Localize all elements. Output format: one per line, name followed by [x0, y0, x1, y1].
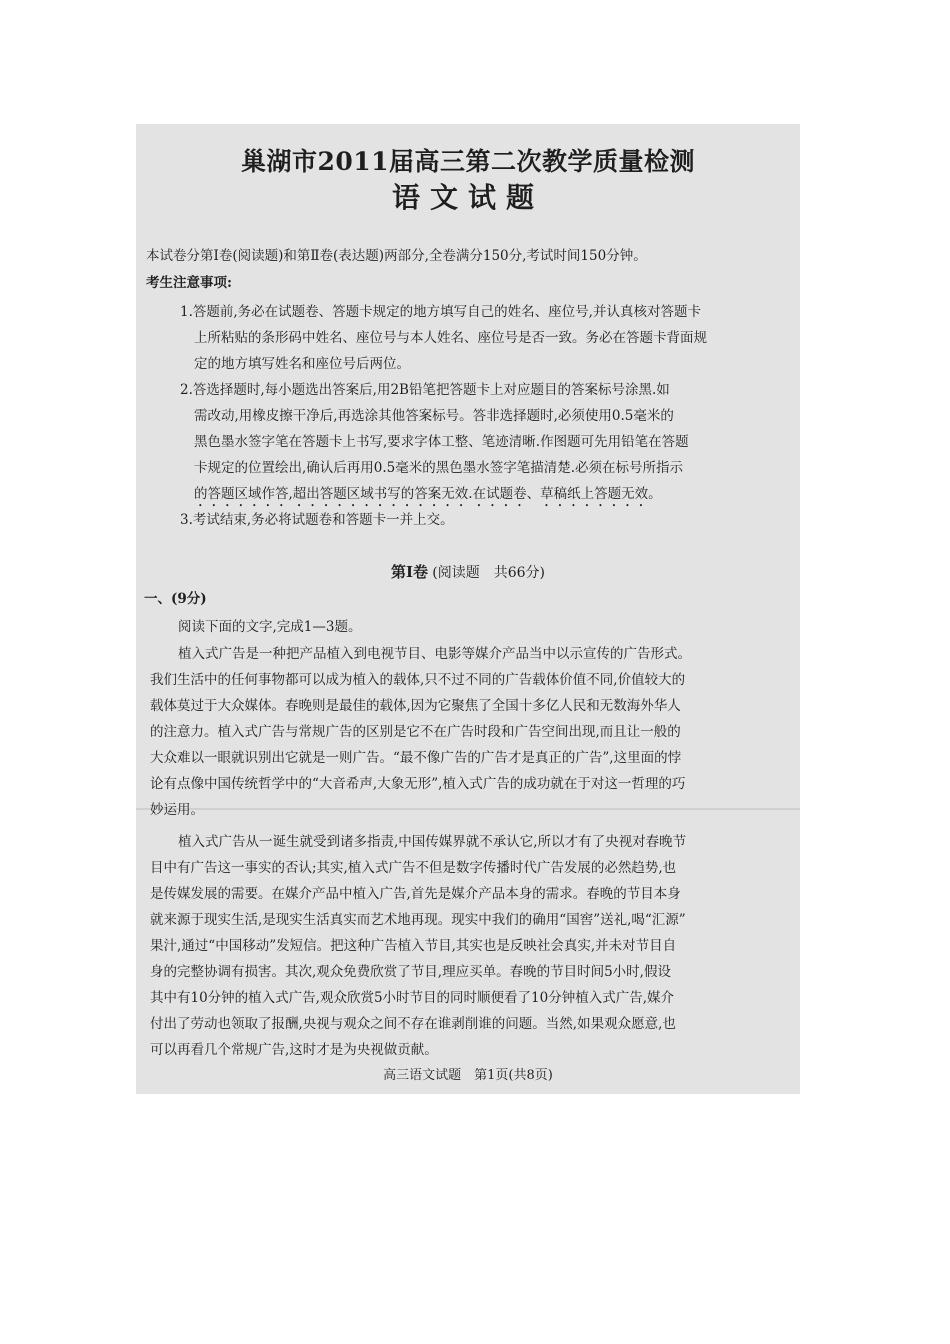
- notice-item-2-line-1: 2.答选择题时,每小题选出答案后,用2B铅笔把答题卡上对应题目的答案标号涂黑.如: [180, 382, 670, 398]
- notice-item-1-line-3: 定的地方填写姓名和座位号后两位。: [194, 356, 410, 372]
- notice-item-1-line-1: 1.答题前,务必在试题卷、答题卡规定的地方填写自己的姓名、座位号,并认真核对答题卡: [180, 304, 701, 320]
- passage-p1-line-4: 的注意力。植入式广告与常规广告的区别是它不在广告时段和广告空间出现,而且让一般的: [150, 724, 681, 740]
- notice-item-2-line-2: 需改动,用橡皮擦干净后,再选涂其他答案标号。答非选择题时,必须使用0.5毫米的: [194, 408, 674, 424]
- passage-p2-line-3: 是传媒发展的需要。在媒介产品中植入广告,首先是媒介产品本身的需求。春晚的节目本身: [150, 886, 681, 902]
- passage-p2-line-1: 植入式广告从一诞生就受到诸多指责,中国传媒界就不承认它,所以才有了央视对春晚节: [178, 834, 687, 850]
- scanned-exam-page: [136, 124, 800, 1094]
- notice-item-1-line-2: 上所粘贴的条形码中姓名、座位号与本人姓名、座位号是否一致。务必在答题卡背面规: [194, 330, 707, 346]
- passage-p2-line-5: 果汁,通过“中国移动”发短信。把这种广告植入节目,其实也是反映社会真实,并未对节目自: [150, 938, 677, 954]
- page-footer: 高三语文试题 第1页(共8页): [383, 1068, 553, 1083]
- section-subtitle: (阅读题 共66分): [432, 565, 546, 581]
- passage-p2-line-7: 其中有10分钟的植入式广告,观众欣赏5小时节目的同时顺便看了10分钟植入式广告,媒介: [150, 990, 675, 1006]
- passage-p2-line-2: 目中有广告这一事实的否认;其实,植入式广告不但是数字传播时代广告发展的必然趋势,也: [150, 860, 677, 876]
- passage-p2-line-8: 付出了劳动也领取了报酬,央视与观众之间不存在谁剥削谁的问题。当然,如果观众愿意,也: [150, 1016, 676, 1032]
- section-title: 第Ⅰ卷: [390, 563, 428, 581]
- notice-heading: 考生注意事项:: [146, 275, 232, 291]
- passage-p1-line-5: 大众难以一眼就识别出它就是一则广告。“最不像广告的广告才是真正的广告”,这里面的悖: [150, 750, 682, 766]
- passage-p1-line-7: 妙运用。: [150, 802, 204, 818]
- part-1-heading: 一、(9分): [144, 591, 207, 607]
- passage-p1-line-3: 载体莫过于大众媒体。春晚则是最佳的载体,因为它聚焦了全国十多亿人民和无数海外华人: [150, 698, 681, 714]
- notice-item-2-line-4: 卡规定的位置绘出,确认后再用0.5毫米的黑色墨水签字笔描清楚.必须在标号所指示: [194, 460, 684, 476]
- passage-p2-line-4: 就来源于现实生活,是现实生活真实而艺术地再现。现实中我们的确用“国窖”送礼,喝“汇源”: [150, 912, 686, 928]
- exam-intro: 本试卷分第Ⅰ卷(阅读题)和第Ⅱ卷(表达题)两部分,全卷满分150分,考试时间150分钟。: [146, 248, 647, 264]
- section-heading: [136, 562, 800, 583]
- passage-p2-line-6: 身的完整协调有损害。其次,观众免费欣赏了节目,理应买单。春晚的节目时间5小时,假设: [150, 964, 671, 980]
- passage-p1-line-2: 我们生活中的任何事物都可以成为植入的载体,只不过不同的广告载体价值不同,价值较大的: [150, 672, 686, 688]
- passage-p2-line-9: 可以再看几个常规广告,这时才是为央视做贡献。: [150, 1042, 438, 1058]
- passage-p1-line-1: 植入式广告是一种把产品植入到电视节目、电影等媒介产品当中以示宣传的广告形式。: [178, 646, 691, 662]
- page-fold-line: [136, 808, 800, 810]
- exam-title: 巢湖市2011届高三第二次教学质量检测: [240, 147, 696, 176]
- notice-item-3: 3.考试结束,务必将试题卷和答题卡一并上交。: [180, 512, 454, 528]
- part-1-instruction: 阅读下面的文字,完成1—3题。: [178, 619, 362, 635]
- passage-p1-line-6: 论有点像中国传统哲学中的“大音希声,大象无形”,植入式广告的成功就在于对这一哲理的巧: [150, 776, 686, 792]
- notice-item-2-line-3: 黑色墨水签字笔在答题卡上书写,要求字体工整、笔迹清晰.作图题可先用铅笔在答题: [194, 434, 689, 450]
- notice-item-2-line-5: 的答题区域作答,超出答题区域书写的答案无效.在试题卷、草稿纸上答题无效。: [194, 486, 662, 502]
- exam-subject: 语文试题: [391, 181, 544, 214]
